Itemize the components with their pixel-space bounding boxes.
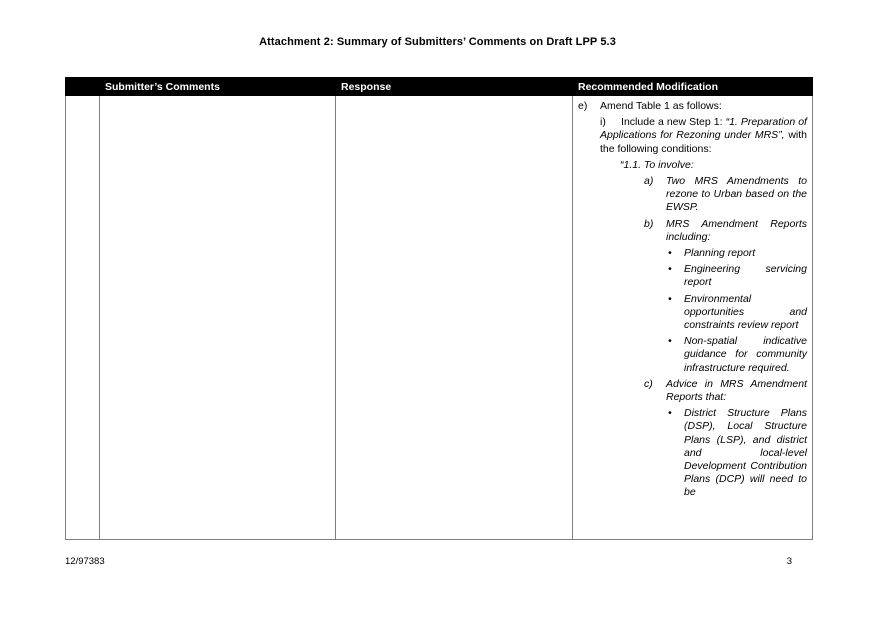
list-item-e-text: Amend Table 1 as follows: <box>600 100 722 112</box>
table-row <box>66 96 813 540</box>
list-item-i-lead: Include a new Step 1: <box>621 116 723 129</box>
header-cell-recommended-modification: Recommended Modification <box>573 78 813 96</box>
bullet-icon: • <box>668 292 672 305</box>
cell-number <box>66 96 100 540</box>
bullet-text: Planning report <box>684 247 756 260</box>
bullet-icon: • <box>668 247 672 260</box>
list-marker-i: i) <box>600 116 606 129</box>
header-cell-submitters-comments: Submitter’s Comments <box>100 78 336 96</box>
page-number: 3 <box>786 556 792 567</box>
bullet-item <box>668 335 807 375</box>
recommended-modification-content <box>573 96 812 539</box>
cell-response <box>336 96 573 540</box>
list-item-i-quoted-title: “1. Preparation of Applications for Rezoning under MRS”, <box>600 116 807 142</box>
page-title: Attachment 2: Summary of Submitters’ Comments on Draft LPP 5.3 <box>259 36 616 48</box>
table-header-row <box>66 78 813 96</box>
list-item-a-text: Two MRS Amendments to rezone to Urban based on the EWSP. <box>666 175 807 214</box>
list-item-c-text: Advice in MRS Amendment Reports that: <box>666 377 807 404</box>
bullet-icon: • <box>668 407 672 420</box>
list-item-i <box>600 116 807 156</box>
bullet-text: Environmental opportunities and constraints review report <box>684 292 807 332</box>
condition-1-1: “1.1. To involve: <box>620 158 694 171</box>
bullet-item <box>668 293 807 333</box>
bullet-text: District Structure Plans (DSP), Local Structure Plans (LSP), and district and local-level Development Contribution Plans (DCP) will need to be <box>684 407 807 499</box>
list-marker-a: a) <box>644 175 654 188</box>
bullet-text: Engineering servicing report <box>684 263 807 289</box>
bullet-icon: • <box>668 263 672 276</box>
cell-submitters-comments <box>100 96 336 540</box>
list-item-b <box>644 218 807 244</box>
list-marker-e: e) <box>578 100 588 112</box>
list-marker-b: b) <box>644 217 654 230</box>
list-item-e <box>578 100 807 113</box>
bullet-item <box>668 407 807 499</box>
list-item-c <box>644 378 807 404</box>
bullet-item <box>668 263 807 289</box>
document-reference-number: 12/97383 <box>65 556 105 567</box>
cell-recommended-modification <box>573 96 813 540</box>
header-cell-response: Response <box>336 78 573 96</box>
list-item-b-text: MRS Amendment Reports including: <box>666 217 807 243</box>
bullet-item <box>668 247 807 260</box>
bullet-text: Non-spatial indicative guidance for community infrastructure required. <box>684 335 807 374</box>
list-item-a <box>644 175 807 215</box>
list-marker-c: c) <box>644 377 653 390</box>
list-item-i-tail: with the following conditions: <box>600 129 807 155</box>
comments-summary-table <box>65 77 813 540</box>
bullet-icon: • <box>668 335 672 348</box>
header-cell-number <box>66 78 100 96</box>
